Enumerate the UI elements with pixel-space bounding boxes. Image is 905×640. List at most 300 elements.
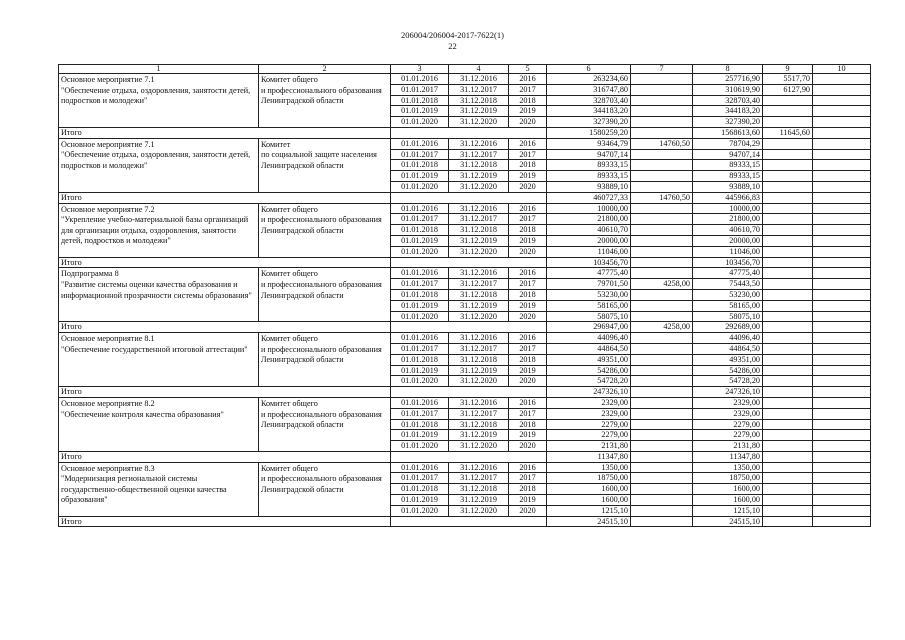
start-date: 01.01.2017 <box>391 408 449 419</box>
federal-amount <box>631 408 693 419</box>
other-amount <box>813 289 871 300</box>
start-date: 01.01.2020 <box>391 441 449 452</box>
year: 2019 <box>509 300 547 311</box>
other-amount <box>813 311 871 322</box>
other-amount <box>813 214 871 225</box>
total-amount: 54728,20 <box>547 376 631 387</box>
table-row <box>59 462 871 473</box>
year: 2020 <box>509 117 547 128</box>
local-amount <box>763 106 813 117</box>
start-date: 01.01.2019 <box>391 171 449 182</box>
total-amount: 89333,15 <box>547 171 631 182</box>
total-amount: 58165,00 <box>547 300 631 311</box>
regional-amount: 2131,80 <box>693 441 763 452</box>
total-amount: 10000,00 <box>547 203 631 214</box>
regional-amount: 10000,00 <box>693 203 763 214</box>
summary-regional: 445966,83 <box>693 192 763 203</box>
total-amount: 44864,50 <box>547 343 631 354</box>
federal-amount <box>631 235 693 246</box>
start-date: 01.01.2018 <box>391 95 449 106</box>
regional-amount: 2279,00 <box>693 419 763 430</box>
federal-amount <box>631 430 693 441</box>
local-amount <box>763 289 813 300</box>
summary-other <box>813 516 871 527</box>
other-amount <box>813 181 871 192</box>
local-amount <box>763 160 813 171</box>
column-number-row <box>59 65 871 74</box>
activity-name: Основное мероприятие 7.2 "Укрепление учебно-материальной базы организаций для организации отдыха, оздоровления, занятости детей, подростков и молодежи" <box>59 203 259 257</box>
federal-amount <box>631 300 693 311</box>
total-amount: 40610,70 <box>547 225 631 236</box>
regional-amount: 58075,10 <box>693 311 763 322</box>
regional-amount: 344183,20 <box>693 106 763 117</box>
start-date: 01.01.2017 <box>391 84 449 95</box>
regional-amount: 327390,20 <box>693 117 763 128</box>
federal-amount <box>631 171 693 182</box>
summary-row <box>59 322 871 333</box>
regional-amount: 78704,29 <box>693 138 763 149</box>
activity-name: Основное мероприятие 8.1 "Обеспечение государственной итоговой аттестации" <box>59 333 259 387</box>
regional-amount: 21800,00 <box>693 214 763 225</box>
other-amount <box>813 343 871 354</box>
summary-other <box>813 192 871 203</box>
federal-amount <box>631 225 693 236</box>
total-amount: 93889,10 <box>547 181 631 192</box>
year: 2016 <box>509 138 547 149</box>
end-date: 31.12.2018 <box>449 354 509 365</box>
summary-local <box>763 322 813 333</box>
total-amount: 79701,50 <box>547 279 631 290</box>
local-amount <box>763 333 813 344</box>
federal-amount <box>631 203 693 214</box>
total-amount: 53230,00 <box>547 289 631 300</box>
end-date: 31.12.2020 <box>449 246 509 257</box>
federal-amount <box>631 289 693 300</box>
summary-label: Итого <box>59 127 391 138</box>
regional-amount: 58165,00 <box>693 300 763 311</box>
other-amount <box>813 484 871 495</box>
other-amount <box>813 268 871 279</box>
year: 2020 <box>509 441 547 452</box>
end-date: 31.12.2016 <box>449 397 509 408</box>
other-amount <box>813 171 871 182</box>
year: 2016 <box>509 74 547 85</box>
year: 2017 <box>509 84 547 95</box>
local-amount <box>763 397 813 408</box>
end-date: 31.12.2019 <box>449 495 509 506</box>
other-amount <box>813 441 871 452</box>
total-amount: 1600,00 <box>547 495 631 506</box>
summary-other <box>813 451 871 462</box>
other-amount <box>813 117 871 128</box>
federal-amount <box>631 246 693 257</box>
other-amount <box>813 84 871 95</box>
regional-amount: 2329,00 <box>693 397 763 408</box>
total-amount: 54286,00 <box>547 365 631 376</box>
federal-amount <box>631 160 693 171</box>
regional-amount: 2279,00 <box>693 430 763 441</box>
summary-regional: 292689,00 <box>693 322 763 333</box>
summary-row <box>59 387 871 398</box>
end-date: 31.12.2017 <box>449 149 509 160</box>
column-number: 8 <box>693 65 763 74</box>
start-date: 01.01.2019 <box>391 106 449 117</box>
end-date: 31.12.2018 <box>449 160 509 171</box>
summary-row <box>59 451 871 462</box>
summary-local <box>763 387 813 398</box>
total-amount: 1600,00 <box>547 484 631 495</box>
local-amount <box>763 365 813 376</box>
local-amount <box>763 235 813 246</box>
year: 2018 <box>509 289 547 300</box>
other-amount <box>813 74 871 85</box>
end-date: 31.12.2019 <box>449 106 509 117</box>
other-amount <box>813 300 871 311</box>
table-row <box>59 203 871 214</box>
local-amount <box>763 462 813 473</box>
federal-amount <box>631 268 693 279</box>
regional-amount: 328703,40 <box>693 95 763 106</box>
summary-local: 11645,60 <box>763 127 813 138</box>
year: 2020 <box>509 246 547 257</box>
executor-name: Комитет общего и профессионального образования Ленинградской области <box>259 268 391 322</box>
federal-amount <box>631 441 693 452</box>
summary-total: 1580259,20 <box>547 127 631 138</box>
summary-regional: 24515,10 <box>693 516 763 527</box>
total-amount: 11046,00 <box>547 246 631 257</box>
column-number: 6 <box>547 65 631 74</box>
regional-amount: 93889,10 <box>693 181 763 192</box>
summary-federal <box>631 387 693 398</box>
year: 2019 <box>509 495 547 506</box>
total-amount: 2329,00 <box>547 397 631 408</box>
local-amount <box>763 376 813 387</box>
total-amount: 1215,10 <box>547 505 631 516</box>
summary-label: Итого <box>59 257 391 268</box>
start-date: 01.01.2016 <box>391 74 449 85</box>
federal-amount <box>631 473 693 484</box>
total-amount: 20000,00 <box>547 235 631 246</box>
summary-local <box>763 257 813 268</box>
year: 2019 <box>509 171 547 182</box>
summary-regional: 103456,70 <box>693 257 763 268</box>
local-amount <box>763 300 813 311</box>
summary-label: Итого <box>59 322 391 333</box>
year: 2020 <box>509 181 547 192</box>
local-amount <box>763 225 813 236</box>
year: 2018 <box>509 419 547 430</box>
summary-regional: 1568613,60 <box>693 127 763 138</box>
start-date: 01.01.2019 <box>391 235 449 246</box>
summary-row <box>59 257 871 268</box>
local-amount <box>763 484 813 495</box>
summary-total: 247326,10 <box>547 387 631 398</box>
regional-amount: 20000,00 <box>693 235 763 246</box>
summary-total: 296947,00 <box>547 322 631 333</box>
federal-amount <box>631 74 693 85</box>
start-date: 01.01.2020 <box>391 311 449 322</box>
document-code: 206004/206004-2017-7622(1) <box>401 30 504 40</box>
year: 2019 <box>509 365 547 376</box>
regional-amount: 40610,70 <box>693 225 763 236</box>
summary-federal <box>631 127 693 138</box>
total-amount: 263234,60 <box>547 74 631 85</box>
federal-amount <box>631 419 693 430</box>
table-body <box>59 74 871 527</box>
local-amount <box>763 138 813 149</box>
summary-label: Итого <box>59 516 391 527</box>
local-amount <box>763 117 813 128</box>
local-amount <box>763 505 813 516</box>
empty-cell <box>391 387 547 398</box>
other-amount <box>813 408 871 419</box>
start-date: 01.01.2018 <box>391 160 449 171</box>
end-date: 31.12.2018 <box>449 419 509 430</box>
federal-amount <box>631 106 693 117</box>
year: 2016 <box>509 462 547 473</box>
other-amount <box>813 106 871 117</box>
regional-amount: 89333,15 <box>693 160 763 171</box>
start-date: 01.01.2019 <box>391 300 449 311</box>
column-number: 7 <box>631 65 693 74</box>
regional-amount: 49351,00 <box>693 354 763 365</box>
other-amount <box>813 203 871 214</box>
federal-amount <box>631 462 693 473</box>
other-amount <box>813 333 871 344</box>
federal-amount <box>631 214 693 225</box>
local-amount <box>763 268 813 279</box>
total-amount: 2279,00 <box>547 419 631 430</box>
year: 2016 <box>509 203 547 214</box>
start-date: 01.01.2020 <box>391 117 449 128</box>
local-amount <box>763 419 813 430</box>
year: 2017 <box>509 149 547 160</box>
empty-cell <box>391 192 547 203</box>
start-date: 01.01.2020 <box>391 376 449 387</box>
year: 2016 <box>509 333 547 344</box>
start-date: 01.01.2017 <box>391 149 449 160</box>
start-date: 01.01.2016 <box>391 462 449 473</box>
federal-amount <box>631 181 693 192</box>
end-date: 31.12.2020 <box>449 441 509 452</box>
local-amount <box>763 279 813 290</box>
total-amount: 44096,40 <box>547 333 631 344</box>
local-amount <box>763 95 813 106</box>
column-number: 2 <box>259 65 391 74</box>
start-date: 01.01.2018 <box>391 289 449 300</box>
total-amount: 344183,20 <box>547 106 631 117</box>
table-row <box>59 74 871 85</box>
summary-regional: 11347,80 <box>693 451 763 462</box>
other-amount <box>813 235 871 246</box>
summary-local <box>763 192 813 203</box>
other-amount <box>813 495 871 506</box>
federal-amount <box>631 343 693 354</box>
start-date: 01.01.2017 <box>391 473 449 484</box>
year: 2017 <box>509 343 547 354</box>
start-date: 01.01.2017 <box>391 214 449 225</box>
local-amount <box>763 171 813 182</box>
local-amount <box>763 246 813 257</box>
start-date: 01.01.2020 <box>391 246 449 257</box>
start-date: 01.01.2016 <box>391 138 449 149</box>
other-amount <box>813 473 871 484</box>
activity-name: Основное мероприятие 7.1 "Обеспечение отдыха, оздоровления, занятости детей, подростков и молодежи" <box>59 74 259 128</box>
summary-federal <box>631 451 693 462</box>
end-date: 31.12.2016 <box>449 333 509 344</box>
other-amount <box>813 505 871 516</box>
empty-cell <box>391 127 547 138</box>
total-amount: 89333,15 <box>547 160 631 171</box>
federal-amount <box>631 495 693 506</box>
total-amount: 328703,40 <box>547 95 631 106</box>
total-amount: 316747,80 <box>547 84 631 95</box>
column-number: 5 <box>509 65 547 74</box>
end-date: 31.12.2018 <box>449 225 509 236</box>
end-date: 31.12.2018 <box>449 484 509 495</box>
total-amount: 21800,00 <box>547 214 631 225</box>
summary-local <box>763 516 813 527</box>
other-amount <box>813 160 871 171</box>
total-amount: 2329,00 <box>547 408 631 419</box>
end-date: 31.12.2017 <box>449 84 509 95</box>
local-amount <box>763 495 813 506</box>
regional-amount: 89333,15 <box>693 171 763 182</box>
start-date: 01.01.2020 <box>391 181 449 192</box>
table-row <box>59 397 871 408</box>
summary-federal <box>631 516 693 527</box>
end-date: 31.12.2017 <box>449 343 509 354</box>
local-amount: 6127,90 <box>763 84 813 95</box>
regional-amount: 53230,00 <box>693 289 763 300</box>
budget-table <box>58 64 871 527</box>
summary-other <box>813 257 871 268</box>
year: 2017 <box>509 473 547 484</box>
start-date: 01.01.2017 <box>391 343 449 354</box>
local-amount <box>763 203 813 214</box>
end-date: 31.12.2017 <box>449 214 509 225</box>
end-date: 31.12.2016 <box>449 74 509 85</box>
federal-amount <box>631 95 693 106</box>
other-amount <box>813 397 871 408</box>
end-date: 31.12.2020 <box>449 181 509 192</box>
federal-amount: 4258,00 <box>631 279 693 290</box>
total-amount: 1350,00 <box>547 462 631 473</box>
column-number: 4 <box>449 65 509 74</box>
federal-amount <box>631 333 693 344</box>
empty-cell <box>391 451 547 462</box>
regional-amount: 75443,50 <box>693 279 763 290</box>
executor-name: Комитет по социальной защите населения Ленинградской области <box>259 138 391 192</box>
column-number: 10 <box>813 65 871 74</box>
summary-federal <box>631 257 693 268</box>
summary-other <box>813 387 871 398</box>
summary-regional: 247326,10 <box>693 387 763 398</box>
local-amount <box>763 473 813 484</box>
end-date: 31.12.2019 <box>449 430 509 441</box>
regional-amount: 11046,00 <box>693 246 763 257</box>
regional-amount: 1600,00 <box>693 495 763 506</box>
total-amount: 47775,40 <box>547 268 631 279</box>
total-amount: 58075,10 <box>547 311 631 322</box>
year: 2020 <box>509 505 547 516</box>
year: 2018 <box>509 160 547 171</box>
start-date: 01.01.2018 <box>391 225 449 236</box>
other-amount <box>813 225 871 236</box>
activity-name: Основное мероприятие 8.2 "Обеспечение контроля качества образования" <box>59 397 259 451</box>
summary-label: Итого <box>59 387 391 398</box>
other-amount <box>813 419 871 430</box>
other-amount <box>813 354 871 365</box>
end-date: 31.12.2017 <box>449 473 509 484</box>
other-amount <box>813 430 871 441</box>
start-date: 01.01.2016 <box>391 203 449 214</box>
local-amount <box>763 408 813 419</box>
start-date: 01.01.2016 <box>391 268 449 279</box>
federal-amount <box>631 484 693 495</box>
column-number: 1 <box>59 65 259 74</box>
summary-total: 11347,80 <box>547 451 631 462</box>
other-amount <box>813 246 871 257</box>
end-date: 31.12.2020 <box>449 117 509 128</box>
end-date: 31.12.2020 <box>449 505 509 516</box>
regional-amount: 2329,00 <box>693 408 763 419</box>
page-number: 22 <box>448 41 457 51</box>
start-date: 01.01.2016 <box>391 333 449 344</box>
regional-amount: 1600,00 <box>693 484 763 495</box>
total-amount: 327390,20 <box>547 117 631 128</box>
summary-other <box>813 322 871 333</box>
executor-name: Комитет общего и профессионального образования Ленинградской области <box>259 333 391 387</box>
start-date: 01.01.2019 <box>391 430 449 441</box>
year: 2016 <box>509 397 547 408</box>
start-date: 01.01.2019 <box>391 365 449 376</box>
other-amount <box>813 462 871 473</box>
end-date: 31.12.2020 <box>449 311 509 322</box>
federal-amount <box>631 117 693 128</box>
other-amount <box>813 376 871 387</box>
start-date: 01.01.2017 <box>391 279 449 290</box>
start-date: 01.01.2016 <box>391 397 449 408</box>
activity-name: Основное мероприятие 8.3 "Модернизация региональной системы государственно-общественной оценки качества образования" <box>59 462 259 516</box>
start-date: 01.01.2019 <box>391 495 449 506</box>
summary-row <box>59 127 871 138</box>
federal-amount <box>631 505 693 516</box>
start-date: 01.01.2018 <box>391 419 449 430</box>
end-date: 31.12.2018 <box>449 95 509 106</box>
summary-other <box>813 127 871 138</box>
other-amount <box>813 279 871 290</box>
summary-total: 24515,10 <box>547 516 631 527</box>
start-date: 01.01.2018 <box>391 354 449 365</box>
federal-amount <box>631 365 693 376</box>
local-amount <box>763 181 813 192</box>
total-amount: 49351,00 <box>547 354 631 365</box>
empty-cell <box>391 257 547 268</box>
federal-amount <box>631 397 693 408</box>
total-amount: 93464,79 <box>547 138 631 149</box>
end-date: 31.12.2016 <box>449 203 509 214</box>
regional-amount: 44096,40 <box>693 333 763 344</box>
empty-cell <box>391 322 547 333</box>
end-date: 31.12.2016 <box>449 462 509 473</box>
summary-local <box>763 451 813 462</box>
executor-name: Комитет общего и профессионального образования Ленинградской области <box>259 397 391 451</box>
local-amount: 5517,70 <box>763 74 813 85</box>
regional-amount: 54286,00 <box>693 365 763 376</box>
column-number: 3 <box>391 65 449 74</box>
federal-amount: 14760,50 <box>631 138 693 149</box>
